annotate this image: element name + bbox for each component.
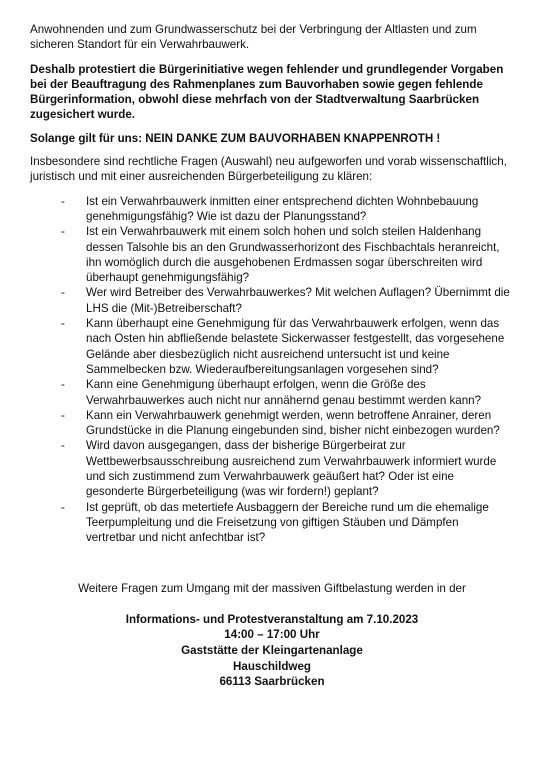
slogan-line: Solange gilt für uns: NEIN DANKE ZUM BAUVORHABEN KNAPPENROTH ! [30,131,441,145]
question-text: Ist geprüft, ob das metertiefe Ausbaggern der Bereiche rund um die ehemalige Teerpumpleitung und die Freisetzung von giftigen Stäuben und Dämpfen vertretbar und nicht anfechtbar ist? [86,500,489,545]
question-item [61,408,511,439]
event-title: Informations- und Protestveranstaltung am 7.10.2023 [125,612,419,626]
question-text: Kann überhaupt eine Genehmigung für das Verwahrbauwerk erfolgen, wenn das nach Osten hin abfließende belastete Sickerwasser festgestellt, das vorgesehene Gelände aber diesbezüglich nicht ausreichend untersucht ist und keine Sammelbecken bzw. Wiederaufbereitungsanlagen vorgesehen sind? [86,317,505,376]
question-text: Ist ein Verwahrbauwerk mit einem solch hohen und solch steilen Haldenhang dessen Talsohle bis an den Grundwasserhorizont des Fischbachtals heranreicht, ihn womöglich durch die ausgehobenen Erdmassen sogar überschreiten wird überhaupt genehmigungsfähig? [86,225,500,285]
question-item [61,285,511,316]
question-item [61,500,511,546]
bullet-dash: - [61,500,65,514]
bullet-dash: - [61,286,65,300]
questions-lead-paragraph: Insbesondere sind rechtliche Fragen (Auswahl) neu aufgeworfen und vorab wissenschaftlich, juristisch und mit einer ausreichenden Bürgerbeteiligung zu klären: [30,155,507,184]
question-item [61,438,511,499]
event-street: Hauschildweg [233,659,311,673]
event-city: 66113 Saarbrücken [219,675,325,689]
intro-paragraph: Anwohnenden und zum Grundwasserschutz bei der Verbringung der Altlasten und zum sicheren Standort für ein Verwahrbauwerk. [30,23,477,52]
question-item [61,316,511,377]
bullet-dash: - [61,378,65,392]
question-text: Kann eine Genehmigung überhaupt erfolgen, wenn die Größe des Verwahrbauwerkes auch nicht nur annähernd genau bestimmt werden kann? [86,378,482,407]
document-page [30,22,514,690]
bullet-dash: - [61,439,65,453]
bullet-dash: - [61,194,65,208]
question-text: Wird davon ausgegangen, dass der bisherige Bürgerbeirat zur Wettbewerbsausschreibung ausreichend zum Verwahrbauwerk informiert wurde und sich zustimmend zum Verwahrbauwerk geäußert hat? Oder ist eine gesonderte Bürgerbeteiligung (was wir fordern!) geplant? [86,439,497,499]
event-block [30,612,514,690]
protest-paragraph: Deshalb protestiert die Bürgerinitiative wegen fehlender und grundlegender Vorgaben bei der Beauftragung des Rahmenplanes zum Bauvorhaben sowie gegen fehlende Bürgerinformation, obwohl diese mehrfach von der Stadtverwaltung Saarbrücken zugesichert wurde. [30,62,504,122]
questions-list [61,194,511,546]
question-item [61,377,511,408]
bullet-dash: - [61,317,65,331]
question-item [61,194,511,225]
event-time: 14:00 – 17:00 Uhr [224,628,320,642]
question-text: Kann ein Verwahrbauwerk genehmigt werden, wenn betroffene Anrainer, deren Grundstücke in die Planung eingebunden sind, bisher nicht einbezogen wurden? [86,408,500,438]
further-questions-line: Weitere Fragen zum Umgang mit der massiven Giftbelastung werden in der [78,581,466,595]
question-text: Ist ein Verwahrbauwerk inmitten einer entsprechend dichten Wohnbebauung genehmigungsfähig? Wie ist dazu der Planungsstand? [86,194,479,223]
question-text: Wer wird Betreiber des Verwahrbauwerkes? Mit welchen Auflagen? Übernimmt die LHS die (Mit-)Betreiberschaft? [86,286,510,315]
bullet-dash: - [61,408,65,422]
question-item [61,224,511,285]
event-venue: Gaststätte der Kleingartenanlage [181,643,363,657]
bullet-dash: - [61,225,65,239]
